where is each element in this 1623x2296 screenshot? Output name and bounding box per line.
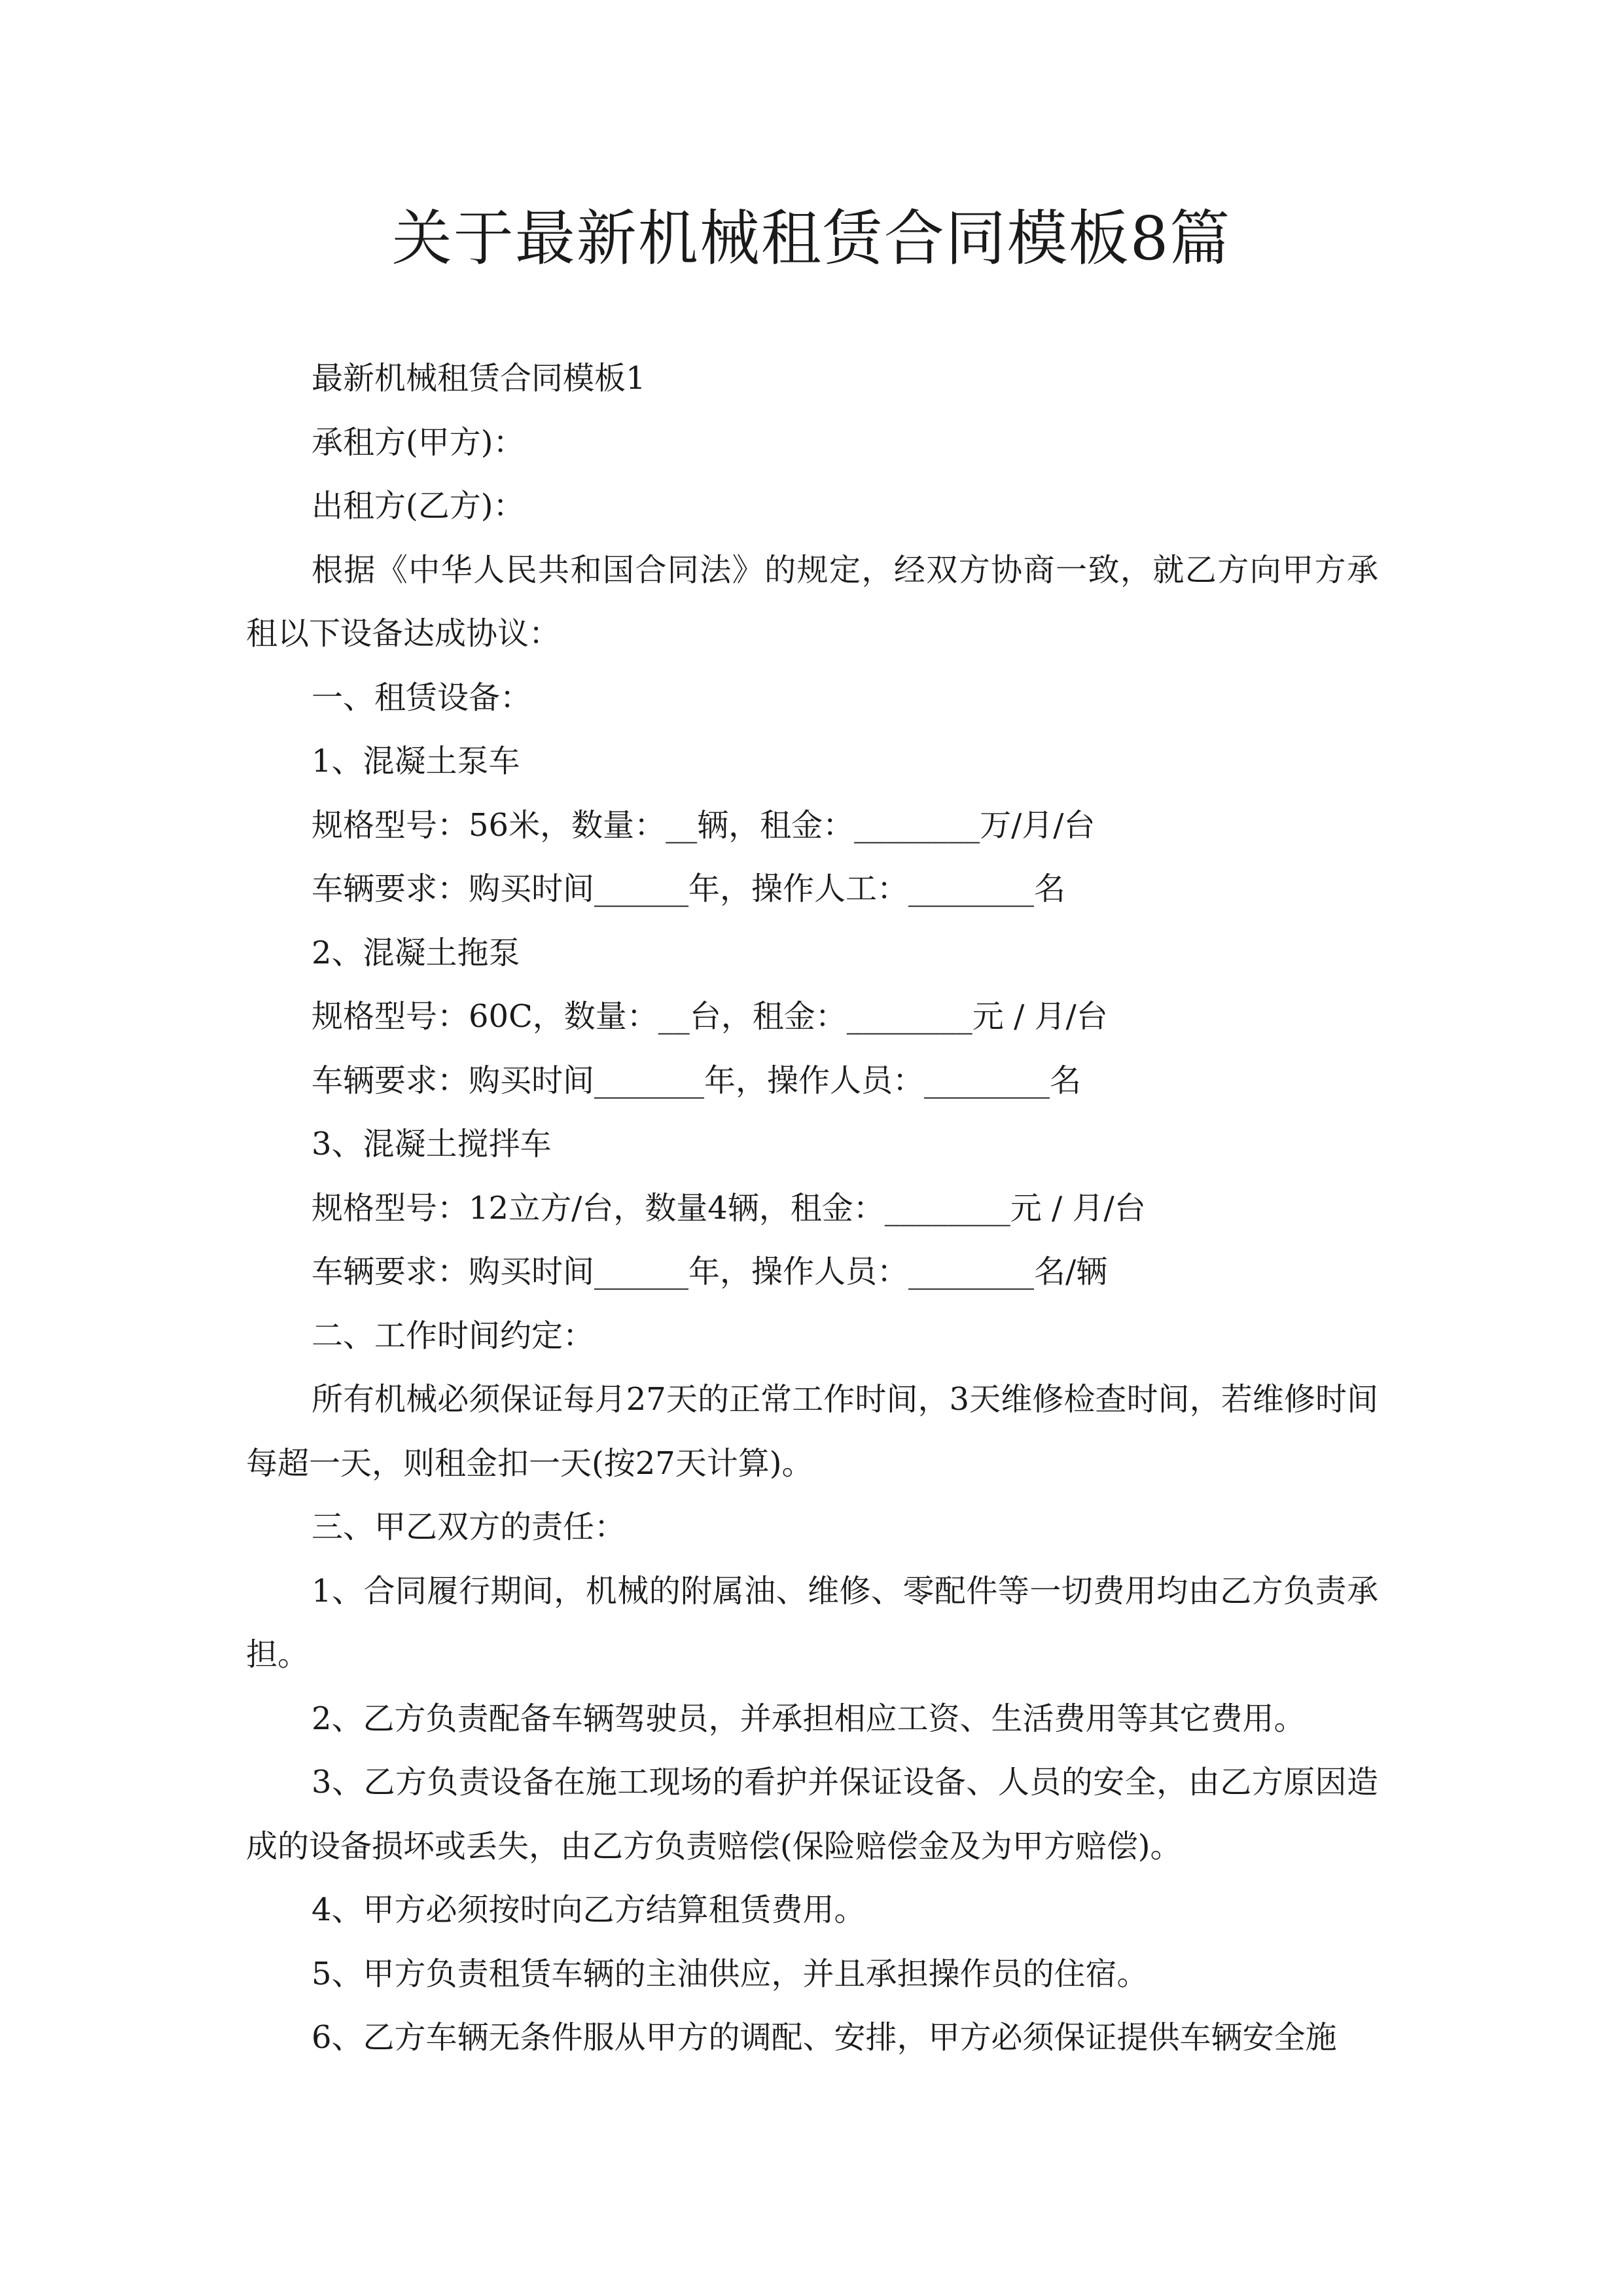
equipment-requirement: 车辆要求：购买时间_______年，操作人员：________名 (312, 1062, 1082, 1099)
equipment-spec: 规格型号：12立方/台，数量4辆，租金：________元 / 月/台 (312, 1189, 1146, 1227)
clause-paragraph: 所有机械必须保证每月27天的正常工作时间，3天维修检查时间，若维修时间每超一天，则租金扣一天(按27天计算)。 (246, 1381, 1378, 1482)
document-title: 关于最新机械租赁合同模板8篇 (391, 204, 1232, 274)
equipment-spec: 规格型号：60C，数量：__台，租金：________元 / 月/台 (312, 998, 1108, 1035)
clause-paragraph: 4、甲方必须按时向乙方结算租赁费用。 (312, 1892, 866, 1928)
clause-paragraph: 3、乙方负责设备在施工现场的看护并保证设备、人员的安全，由乙方原因造成的设备损坏或丢失，由乙方负责赔偿(保险赔偿金及为甲方赔偿)。 (246, 1764, 1378, 1865)
clause-paragraph: 6、乙方车辆无条件服从甲方的调配、安排，甲方必须保证提供车辆安全施 (312, 2019, 1337, 2056)
clause-heading: 三、甲乙双方的责任： (312, 1509, 626, 1545)
equipment-spec: 规格型号：56米，数量：__辆，租金：________万/月/台 (312, 806, 1096, 844)
party-b-line: 出租方(乙方)： (312, 488, 525, 524)
equipment-item: 2、混凝土拖泵 (312, 934, 520, 971)
clause-heading: 二、工作时间约定： (312, 1317, 595, 1354)
section-heading: 最新机械租赁合同模板1 (312, 360, 646, 397)
preamble-paragraph: 根据《中华人民共和国合同法》的规定，经双方协商一致，就乙方向甲方承租以下设备达成协议： (246, 551, 1378, 652)
document-body (246, 347, 1378, 2070)
clause-paragraph: 2、乙方负责配备车辆驾驶员，并承担相应工资、生活费用等其它费用。 (312, 1700, 1306, 1737)
clause-paragraph: 1、合同履行期间，机械的附属油、维修、零配件等一切费用均由乙方负责承担。 (246, 1572, 1378, 1673)
clause-paragraph: 5、甲方负责租赁车辆的主油供应，并且承担操作员的住宿。 (312, 1955, 1149, 1992)
party-a-line: 承租方(甲方)： (312, 423, 525, 461)
clause-heading: 一、租赁设备： (312, 679, 532, 716)
equipment-requirement: 车辆要求：购买时间______年，操作人员：________名/辆 (312, 1253, 1108, 1290)
equipment-requirement: 车辆要求：购买时间______年，操作人工：________名 (312, 870, 1066, 907)
equipment-item: 1、混凝土泵车 (312, 743, 520, 780)
equipment-item: 3、混凝土搅拌车 (312, 1126, 552, 1162)
